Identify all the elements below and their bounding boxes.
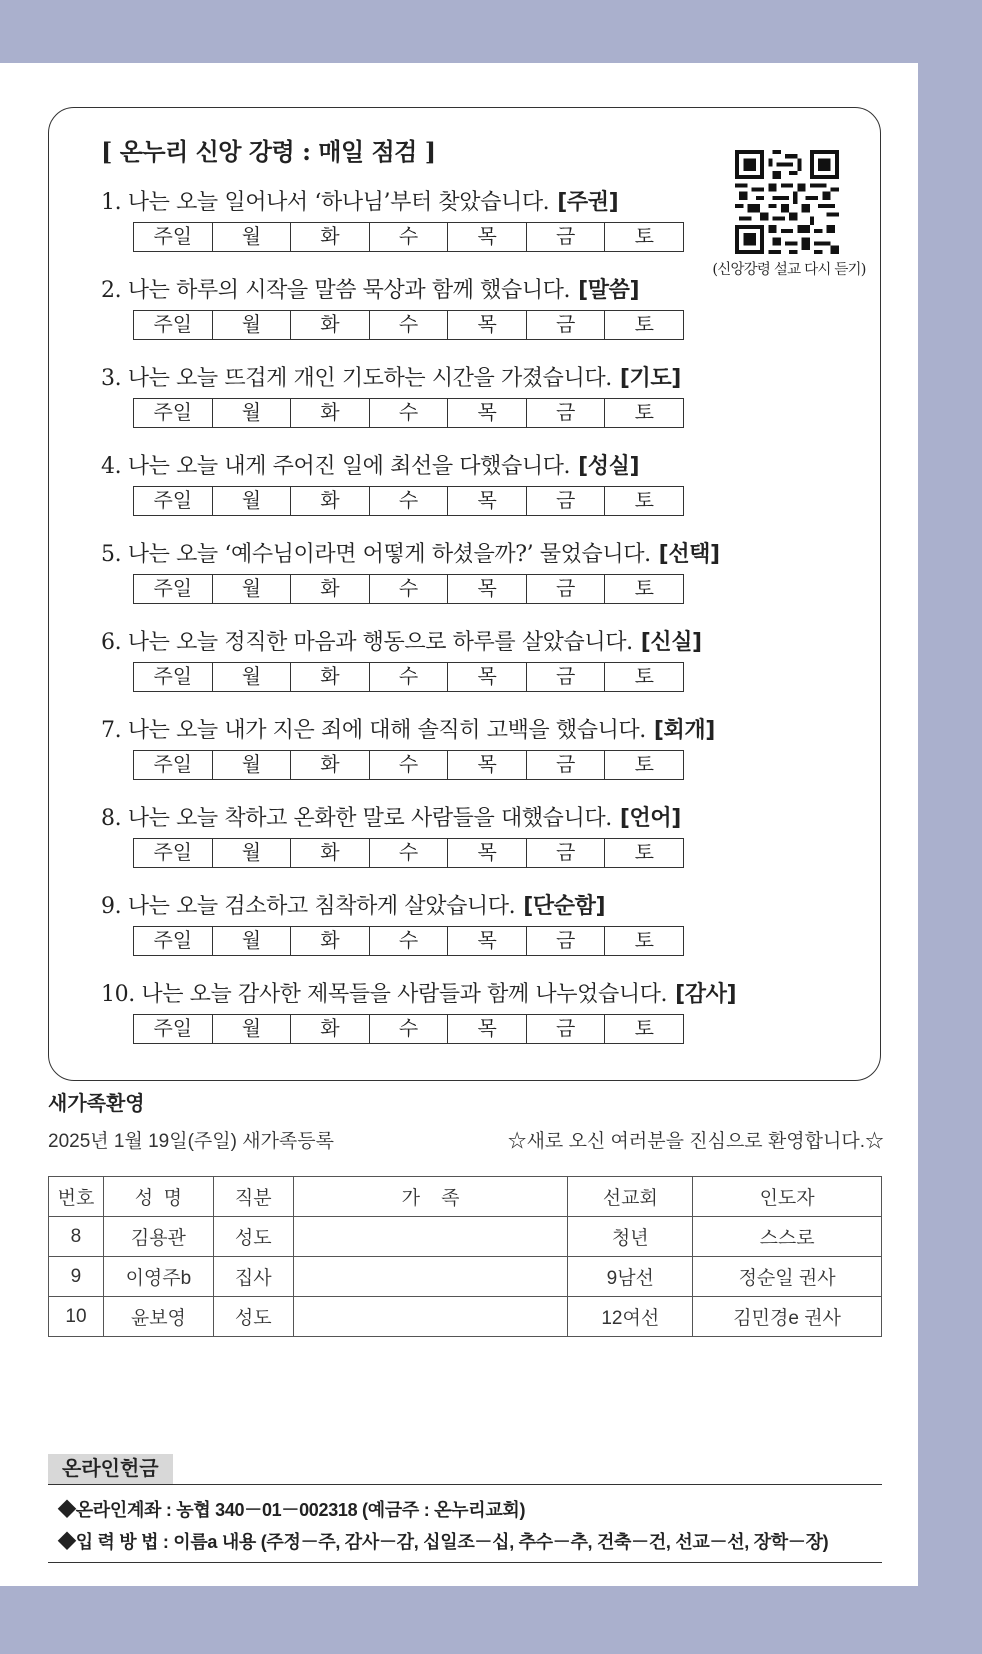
weekday-cell[interactable]: 목 xyxy=(447,663,526,691)
weekday-cell[interactable]: 금 xyxy=(526,223,605,251)
weekday-cell[interactable]: 수 xyxy=(369,1015,448,1043)
weekday-cell[interactable]: 주일 xyxy=(153,928,193,952)
cell-family xyxy=(293,1297,568,1337)
header-mission: 선교회 xyxy=(568,1177,693,1217)
offering-divider-bottom xyxy=(48,1562,882,1563)
weekday-cell[interactable]: 월 xyxy=(212,575,291,603)
checklist-item xyxy=(101,978,736,1044)
weekday-cell[interactable]: 수 xyxy=(369,311,448,339)
weekday-cell[interactable]: 월 xyxy=(212,663,291,691)
weekday-cell[interactable]: 토 xyxy=(604,663,683,691)
checklist-item-text xyxy=(101,362,684,396)
checklist-item xyxy=(101,714,715,780)
item-tag: [감사] xyxy=(675,982,737,1007)
weekday-cell[interactable]: 월 xyxy=(212,487,291,515)
weekday-cell[interactable]: 목 xyxy=(447,487,526,515)
cell-number: 8 xyxy=(49,1217,104,1257)
header-position: 직분 xyxy=(213,1177,293,1217)
item-statement: 7. 나는 오늘 내가 지은 죄에 대해 솔직히 고백을 했습니다. xyxy=(101,718,646,743)
weekday-checkboxes xyxy=(133,662,684,692)
weekday-cell[interactable]: 금 xyxy=(526,663,605,691)
table-header-row xyxy=(49,1177,882,1217)
cell-guide: 김민경e 권사 xyxy=(693,1297,882,1337)
weekday-cell[interactable]: 수 xyxy=(369,575,448,603)
item-tag: [주권] xyxy=(557,190,619,215)
cell-mission: 12여선 xyxy=(568,1297,693,1337)
cell-guide: 스스로 xyxy=(693,1217,882,1257)
item-statement: 3. 나는 오늘 뜨겁게 개인 기도하는 시간을 가졌습니다. xyxy=(101,366,612,391)
weekday-checkboxes xyxy=(133,1014,684,1044)
weekday-cell[interactable]: 토 xyxy=(604,927,683,955)
table-row xyxy=(49,1297,882,1337)
item-statement: 1. 나는 오늘 일어나서 ‘하나님’부터 찾았습니다. xyxy=(101,190,550,215)
checklist-item xyxy=(101,538,720,604)
weekday-cell[interactable]: 토 xyxy=(604,223,683,251)
table-row xyxy=(49,1217,882,1257)
weekday-cell[interactable]: 목 xyxy=(447,751,526,779)
item-statement: 4. 나는 오늘 내게 주어진 일에 최선을 다했습니다. xyxy=(101,454,571,479)
weekday-cell[interactable]: 화 xyxy=(290,839,369,867)
qr-caption: (신앙강령 설교 다시 듣기) xyxy=(712,262,866,278)
cell-position: 성도 xyxy=(213,1217,293,1257)
cell-name: 이영주b xyxy=(103,1257,213,1297)
item-statement: 2. 나는 하루의 시작을 말씀 묵상과 함께 했습니다. xyxy=(101,278,571,303)
cell-name: 김용관 xyxy=(103,1217,213,1257)
header-number: 번호 xyxy=(49,1177,104,1217)
weekday-cell[interactable]: 주일 xyxy=(153,840,193,864)
checklist-item xyxy=(101,802,684,868)
item-statement: 8. 나는 오늘 착하고 온화한 말로 사람들을 대했습니다. xyxy=(101,806,612,831)
weekday-cell[interactable]: 주일 xyxy=(153,488,193,512)
item-tag: [단순함] xyxy=(523,894,606,919)
card-title: [ 온누리 신앙 강령 : 매일 점검 ] xyxy=(101,137,436,166)
weekday-cell[interactable]: 주일 xyxy=(153,400,193,424)
weekday-cell[interactable]: 토 xyxy=(604,839,683,867)
checklist-item-text xyxy=(101,802,684,836)
checklist-item-text xyxy=(101,890,684,924)
new-family-date: 2025년 1월 19일(주일) 새가족등록 xyxy=(48,1131,334,1152)
weekday-cell[interactable]: 월 xyxy=(212,927,291,955)
weekday-cell[interactable]: 수 xyxy=(369,663,448,691)
checklist-item-text xyxy=(101,274,684,308)
item-tag: [말씀] xyxy=(578,278,640,303)
weekday-cell[interactable]: 금 xyxy=(526,751,605,779)
weekday-cell[interactable]: 목 xyxy=(447,223,526,251)
weekday-cell[interactable]: 금 xyxy=(526,839,605,867)
weekday-cell[interactable]: 화 xyxy=(290,399,369,427)
weekday-cell[interactable]: 목 xyxy=(447,927,526,955)
checklist-item xyxy=(101,274,684,340)
header-family: 가 족 xyxy=(293,1177,568,1217)
weekday-cell[interactable]: 화 xyxy=(290,927,369,955)
weekday-cell[interactable]: 수 xyxy=(369,399,448,427)
checklist-item xyxy=(101,890,684,956)
checklist-item-text xyxy=(101,978,736,1012)
item-statement: 10. 나는 오늘 감사한 제목들을 사람들과 함께 나누었습니다. xyxy=(101,982,668,1007)
weekday-cell[interactable]: 화 xyxy=(290,663,369,691)
weekday-cell[interactable]: 화 xyxy=(290,223,369,251)
weekday-cell[interactable]: 토 xyxy=(604,1015,683,1043)
weekday-cell[interactable]: 수 xyxy=(369,839,448,867)
new-family-welcome: ☆새로 오신 여러분을 진심으로 환영합니다.☆ xyxy=(507,1131,884,1152)
new-family-table xyxy=(48,1176,882,1337)
weekday-checkboxes xyxy=(133,838,684,868)
weekday-cell[interactable]: 주일 xyxy=(153,664,193,688)
item-tag: [기도] xyxy=(619,366,681,391)
weekday-cell[interactable]: 토 xyxy=(604,751,683,779)
weekday-cell[interactable]: 토 xyxy=(604,399,683,427)
weekday-cell[interactable]: 수 xyxy=(369,487,448,515)
checklist-item-text xyxy=(101,626,702,660)
weekday-cell[interactable]: 주일 xyxy=(153,752,193,776)
checklist-item xyxy=(101,186,684,252)
weekday-cell[interactable]: 목 xyxy=(447,399,526,427)
item-tag: [선택] xyxy=(658,542,720,567)
weekday-cell[interactable]: 수 xyxy=(369,751,448,779)
weekday-cell[interactable]: 토 xyxy=(604,575,683,603)
cell-mission: 9남선 xyxy=(568,1257,693,1297)
cell-position: 집사 xyxy=(213,1257,293,1297)
cell-family xyxy=(293,1217,568,1257)
item-tag: [회개] xyxy=(653,718,715,743)
weekday-cell[interactable]: 금 xyxy=(526,927,605,955)
item-tag: [언어] xyxy=(619,806,681,831)
weekday-cell[interactable]: 목 xyxy=(447,839,526,867)
checklist-item xyxy=(101,626,702,692)
weekday-cell[interactable]: 금 xyxy=(526,575,605,603)
weekday-cell[interactable]: 목 xyxy=(447,1015,526,1043)
offering-title: 온라인헌금 xyxy=(48,1454,173,1484)
weekday-cell[interactable]: 화 xyxy=(290,311,369,339)
item-statement: 9. 나는 오늘 검소하고 침착하게 살았습니다. xyxy=(101,894,516,919)
cell-position: 성도 xyxy=(213,1297,293,1337)
weekday-checkboxes xyxy=(133,398,684,428)
cell-family xyxy=(293,1257,568,1297)
weekday-checkboxes xyxy=(133,310,684,340)
offering-account: ◆온라인계좌 : 농협 340－01－002318 (예금주 : 온누리교회) xyxy=(58,1500,526,1520)
weekday-cell[interactable]: 화 xyxy=(290,487,369,515)
weekday-cell[interactable]: 목 xyxy=(447,575,526,603)
cell-number: 10 xyxy=(49,1297,104,1337)
daily-check-card xyxy=(48,107,881,1081)
checklist-item-text xyxy=(101,186,684,220)
weekday-cell[interactable]: 금 xyxy=(526,1015,605,1043)
weekday-cell[interactable]: 월 xyxy=(212,839,291,867)
cell-name: 윤보영 xyxy=(103,1297,213,1337)
weekday-cell[interactable]: 주일 xyxy=(153,224,193,248)
weekday-checkboxes xyxy=(133,926,684,956)
weekday-cell[interactable]: 주일 xyxy=(153,576,193,600)
item-statement: 6. 나는 오늘 정직한 마음과 행동으로 하루를 살았습니다. xyxy=(101,630,633,655)
weekday-cell[interactable]: 월 xyxy=(212,399,291,427)
weekday-cell[interactable]: 화 xyxy=(290,1015,369,1043)
header-name: 성 명 xyxy=(103,1177,213,1217)
cell-number: 9 xyxy=(49,1257,104,1297)
offering-method: ◆입 력 방 법 : 이름a 내용 (주정－주, 감사－감, 십일조－십, 추수－추, 건축－건, 선교－선, 장학－장) xyxy=(58,1532,829,1552)
cell-mission: 청년 xyxy=(568,1217,693,1257)
checklist-item-text xyxy=(101,538,720,572)
weekday-cell[interactable]: 수 xyxy=(369,927,448,955)
weekday-cell[interactable]: 금 xyxy=(526,311,605,339)
weekday-cell[interactable]: 목 xyxy=(447,311,526,339)
cell-guide: 정순일 권사 xyxy=(693,1257,882,1297)
weekday-checkboxes xyxy=(133,222,684,252)
weekday-cell[interactable]: 주일 xyxy=(153,312,193,336)
header-guide: 인도자 xyxy=(693,1177,882,1217)
offering-divider-top xyxy=(48,1484,882,1485)
weekday-cell[interactable]: 월 xyxy=(212,751,291,779)
weekday-checkboxes xyxy=(133,750,684,780)
new-family-title: 새가족환영 xyxy=(48,1093,145,1115)
weekday-cell[interactable]: 월 xyxy=(212,311,291,339)
weekday-cell[interactable]: 화 xyxy=(290,751,369,779)
checklist-item xyxy=(101,450,684,516)
weekday-cell[interactable]: 금 xyxy=(526,487,605,515)
weekday-cell[interactable]: 주일 xyxy=(153,1016,193,1040)
item-statement: 5. 나는 오늘 ‘예수님이라면 어떻게 하셨을까?’ 물었습니다. xyxy=(101,542,651,567)
item-tag: [성실] xyxy=(578,454,640,479)
weekday-cell[interactable]: 토 xyxy=(604,487,683,515)
table-row xyxy=(49,1257,882,1297)
weekday-cell[interactable]: 금 xyxy=(526,399,605,427)
item-tag: [신실] xyxy=(640,630,702,655)
weekday-cell[interactable]: 수 xyxy=(369,223,448,251)
weekday-checkboxes xyxy=(133,486,684,516)
checklist-item xyxy=(101,362,684,428)
weekday-cell[interactable]: 화 xyxy=(290,575,369,603)
weekday-cell[interactable]: 월 xyxy=(212,223,291,251)
weekday-cell[interactable]: 월 xyxy=(212,1015,291,1043)
weekday-checkboxes xyxy=(133,574,684,604)
qr-code-icon[interactable] xyxy=(735,150,839,254)
checklist-item-text xyxy=(101,714,715,748)
checklist-item-text xyxy=(101,450,684,484)
weekday-cell[interactable]: 토 xyxy=(604,311,683,339)
